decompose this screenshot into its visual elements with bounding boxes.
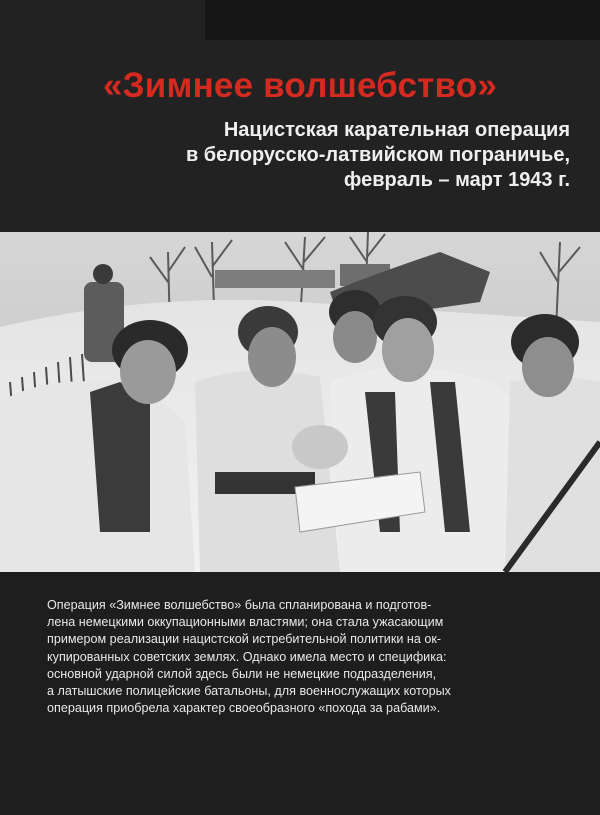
description-line-3: примером реализации нацистской истребительной политики на ок-: [47, 632, 442, 647]
cover-photo: [0, 232, 600, 572]
cover-title: «Зимнее волшебство»: [102, 66, 498, 105]
title-band: [0, 0, 600, 232]
description-line-4: купированных советских землях. Однако имела место и специфика:: [47, 649, 447, 664]
cover-description: [47, 597, 562, 717]
top-dark-strip: [205, 0, 600, 40]
description-line-7: операция приобрела характер своеобразного «похода за рабами».: [47, 701, 441, 716]
description-line-1: Операция «Зимнее волшебство» была спланирована и подготов-: [47, 598, 432, 612]
subtitle-line-1: Нацистская карательная операция: [223, 119, 570, 141]
description-line-5: основной ударной силой здесь были не немецкие подразделения,: [47, 666, 437, 681]
description-line-2: лена немецкими оккупационными властями; она стала ужасающим: [47, 615, 444, 630]
cover-subtitle: [50, 118, 570, 193]
subtitle-line-3: февраль – март 1943 г.: [343, 169, 570, 191]
wartime-photo-icon: [0, 232, 600, 572]
subtitle-line-2: в белорусско-латвийском пограничье,: [185, 144, 570, 166]
description-line-6: а латышские полицейские батальоны, для военнослужащих которых: [47, 684, 451, 699]
